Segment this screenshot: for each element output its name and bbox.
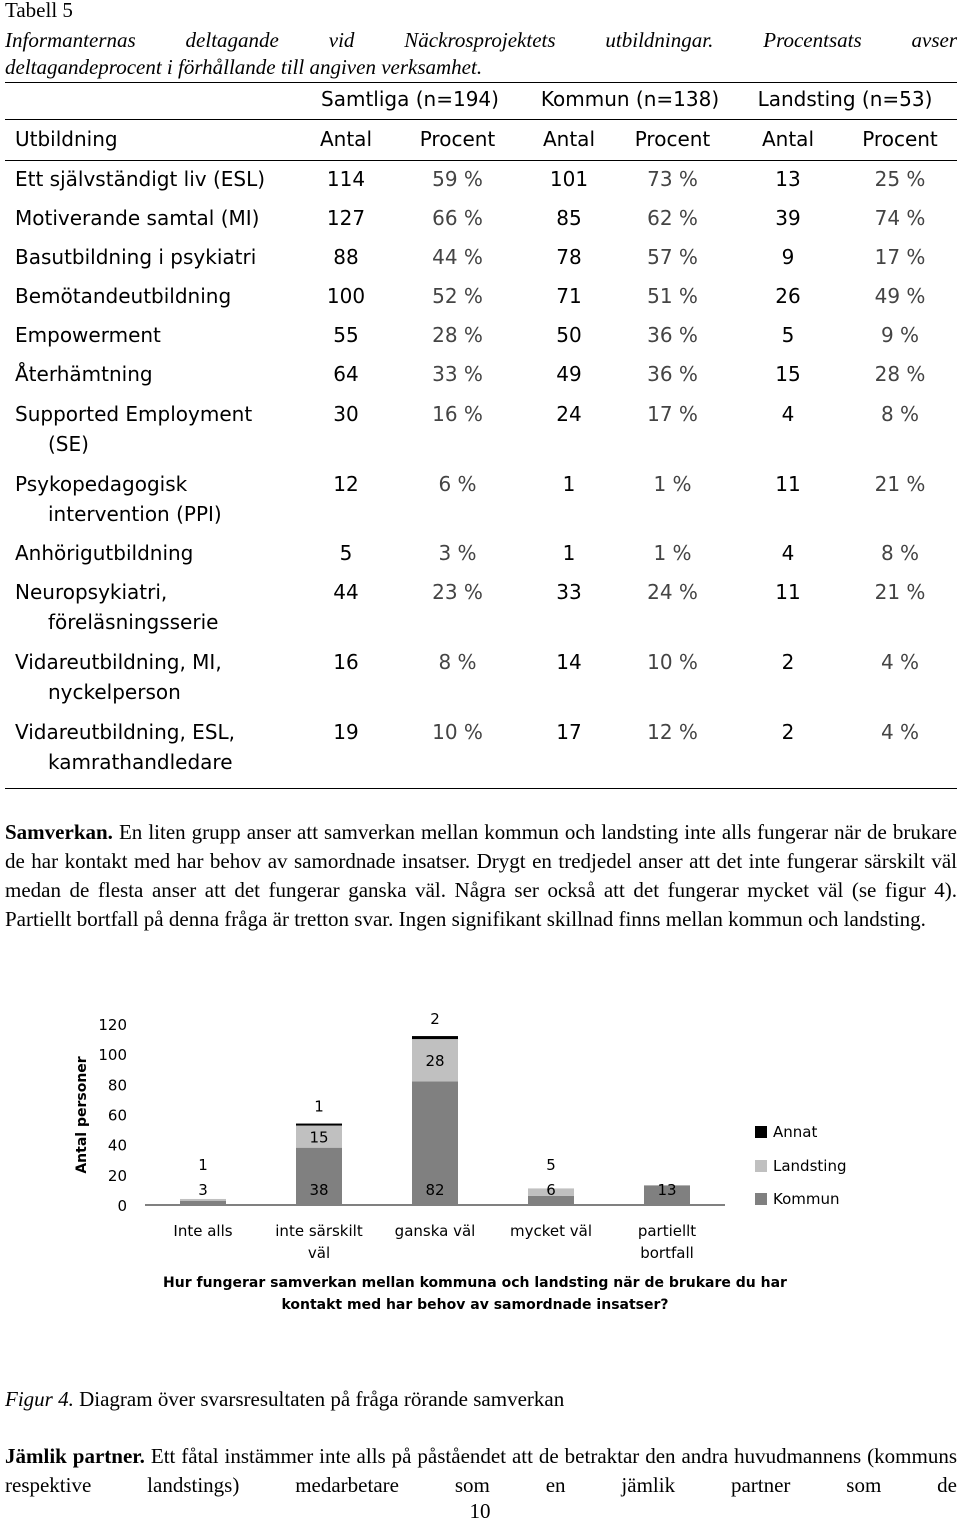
data-label-kommun: 82 (425, 1181, 445, 1199)
legend-entry-annat: Annat (773, 1123, 818, 1141)
cell-procent: 12 % (647, 720, 698, 744)
cell-procent: 36 % (647, 362, 698, 386)
cell-procent: 8 % (880, 541, 920, 565)
row-label-line1: Basutbildning i psykiatri (15, 245, 257, 269)
y-tick-label: 100 (98, 1046, 127, 1065)
paragraph-heading: Jämlik partner. (5, 1444, 145, 1468)
col-header-antal: Antal (319, 127, 372, 151)
table-title-line1: Informanternas deltagande vid Näckrosprojektets utbildningar. Procentsats avser (5, 28, 957, 52)
row-label-line1: Vidareutbildning, ESL, (15, 720, 236, 744)
data-label-kommun: 13 (657, 1181, 677, 1199)
cell-antal: 114 (326, 167, 366, 191)
cell-antal: 39 (775, 206, 801, 230)
legend-swatch-kommun (755, 1193, 767, 1205)
figure-caption (5, 1387, 564, 1412)
group-header-landsting: Landsting (n=53) (757, 87, 933, 111)
cell-procent: 28 % (874, 362, 926, 386)
cell-antal: 9 (781, 245, 795, 269)
paragraph-text: En liten grupp anser att samverkan mellan kommun och landsting inte alls fungerar när de brukare de har kontakt med har behov av samordnade insatser. Drygt en tredjedel anser att det inte fungerar särskilt väl medan de flesta anser att det fungerar ganska väl. Några ser också att det fungerar mycket väl (se figur 4). Partiellt bortfall på denna fråga är tretton svar. Ingen signifikant skillnad finns mellan kommun och landsting. (5, 820, 957, 931)
row-label-line1: Psykopedagogisk (15, 472, 188, 496)
legend-entry-landsting: Landsting (773, 1157, 847, 1175)
y-tick-label: 80 (107, 1076, 127, 1095)
cell-antal: 2 (781, 720, 795, 744)
bar-annat (412, 1036, 458, 1039)
y-tick-label: 20 (107, 1166, 127, 1185)
data-label-landsting: 5 (546, 1156, 556, 1174)
table-title-line2: deltagandeprocent i förhållande till angiven verksamhet. (5, 55, 483, 79)
cell-procent: 49 % (874, 284, 926, 308)
row-label-line1: Anhörigutbildning (15, 541, 194, 565)
cell-procent: 24 % (647, 580, 698, 604)
cell-antal: 55 (333, 323, 359, 347)
row-label-line1: Vidareutbildning, MI, (15, 650, 222, 674)
cell-antal: 88 (333, 245, 359, 269)
cell-procent: 10 % (432, 720, 483, 744)
y-tick-label: 0 (117, 1197, 127, 1215)
figure-label: Figur 4. (5, 1387, 74, 1411)
category-label-line2: väl (307, 1244, 331, 1262)
row-label-line2: intervention (PPI) (48, 502, 222, 526)
col-header-procent: Procent (634, 127, 711, 151)
cell-procent: 17 % (874, 245, 926, 269)
bar-kommun (180, 1200, 226, 1205)
cell-procent: 74 % (874, 206, 926, 230)
x-axis-label-line1: Hur fungerar samverkan mellan kommuna och landsting när de brukare du har (163, 1275, 787, 1291)
category-label: Inte alls (173, 1222, 233, 1240)
cell-antal: 78 (556, 245, 582, 269)
cell-antal: 4 (781, 541, 795, 565)
page-number: 10 (469, 1499, 491, 1523)
cell-procent: 6 % (438, 472, 477, 496)
row-label-line1: Ett självständigt liv (ESL) (15, 167, 266, 191)
row-label-line2: (SE) (48, 432, 89, 456)
cell-procent: 4 % (880, 720, 920, 744)
cell-antal: 17 (556, 720, 582, 744)
data-label-kommun: 3 (198, 1181, 208, 1199)
group-header-samtliga: Samtliga (n=194) (321, 87, 499, 111)
row-label-line1: Motiverande samtal (MI) (15, 206, 260, 230)
col-header-procent: Procent (862, 127, 938, 151)
col-header-procent: Procent (419, 127, 496, 151)
cell-antal: 2 (781, 650, 795, 674)
cell-procent: 9 % (880, 323, 920, 347)
cell-procent: 17 % (647, 402, 698, 426)
col-header-antal: Antal (542, 127, 595, 151)
cell-antal: 33 (556, 580, 582, 604)
cell-antal: 15 (775, 362, 801, 386)
paragraph-jamlik-partner (5, 1442, 957, 1500)
cell-antal: 1 (562, 541, 576, 565)
data-label-kommun: 6 (546, 1181, 556, 1199)
cell-antal: 50 (556, 323, 582, 347)
cell-procent: 66 % (432, 206, 483, 230)
cell-antal: 85 (556, 206, 582, 230)
data-label-landsting: 28 (425, 1052, 445, 1071)
y-axis-label: Antal personer (74, 1056, 90, 1174)
row-label-line1: Empowerment (15, 323, 161, 347)
row-label-line1: Bemötandeutbildning (15, 284, 232, 308)
cell-antal: 26 (775, 284, 801, 308)
cell-procent: 10 % (647, 650, 698, 674)
y-tick-label: 40 (107, 1136, 127, 1155)
cell-procent: 1 % (653, 541, 692, 565)
legend-swatch-landsting (755, 1160, 767, 1172)
cell-procent: 21 % (874, 472, 926, 496)
category-label-line2: bortfall (640, 1244, 694, 1262)
cell-procent: 4 % (880, 650, 920, 674)
data-label-annat: 2 (430, 1010, 440, 1029)
group-header-kommun: Kommun (n=138) (540, 87, 720, 111)
table-label: Tabell 5 (5, 0, 73, 22)
data-label-landsting: 1 (198, 1156, 208, 1174)
cell-antal: 16 (333, 650, 359, 674)
cell-antal: 71 (556, 284, 582, 308)
data-label-kommun: 38 (309, 1181, 329, 1199)
paragraph-heading: Samverkan. (5, 820, 113, 844)
cell-procent: 3 % (438, 541, 477, 565)
cell-procent: 73 % (647, 167, 698, 191)
cell-antal: 44 (333, 580, 359, 604)
cell-antal: 101 (549, 167, 589, 191)
cell-procent: 25 % (874, 167, 926, 191)
cell-antal: 24 (556, 402, 582, 426)
cell-antal: 11 (775, 472, 801, 496)
cell-antal: 64 (333, 362, 359, 386)
cell-procent: 62 % (647, 206, 698, 230)
cell-antal: 49 (556, 362, 582, 386)
cell-antal: 14 (556, 650, 582, 674)
bar-landsting (180, 1199, 226, 1201)
cell-antal: 19 (333, 720, 359, 744)
row-label-line1: Supported Employment (15, 402, 253, 426)
cell-antal: 11 (775, 580, 801, 604)
row-label-line2: kamrathandledare (48, 750, 233, 774)
y-tick-label: 120 (98, 1016, 127, 1034)
cell-procent: 1 % (653, 472, 692, 496)
legend-entry-kommun: Kommun (773, 1190, 840, 1208)
row-label-line2: föreläsningsserie (48, 610, 219, 634)
cell-procent: 57 % (647, 245, 698, 269)
cell-procent: 36 % (647, 323, 698, 347)
cell-procent: 33 % (432, 362, 483, 386)
cell-antal: 1 (562, 472, 576, 496)
cell-procent: 28 % (432, 323, 483, 347)
x-axis-label-line2: kontakt med har behov av samordnade insatser? (281, 1297, 669, 1313)
cell-antal: 100 (326, 284, 366, 308)
category-label: inte särskilt (275, 1222, 363, 1240)
cell-antal: 4 (781, 402, 795, 426)
category-label: ganska väl (394, 1222, 476, 1240)
cell-antal: 5 (339, 541, 353, 565)
data-label-annat: 1 (314, 1097, 324, 1116)
data-label-landsting: 15 (309, 1128, 329, 1147)
cell-procent: 44 % (432, 245, 483, 269)
cell-antal: 13 (775, 167, 801, 191)
figure-caption-text: Diagram över svarsresultaten på fråga rörande samverkan (73, 1387, 565, 1411)
cell-procent: 21 % (874, 580, 926, 604)
cell-procent: 23 % (432, 580, 483, 604)
category-label: mycket väl (509, 1222, 593, 1240)
row-label-line1: Neuropsykiatri, (15, 580, 168, 604)
cell-antal: 12 (333, 472, 359, 496)
cell-procent: 51 % (647, 284, 698, 308)
bar-annat (296, 1124, 342, 1126)
legend-swatch-annat (755, 1126, 767, 1138)
cell-procent: 52 % (432, 284, 483, 308)
cell-procent: 8 % (438, 650, 477, 674)
row-label-line1: Återhämtning (15, 362, 153, 386)
category-label: partiellt (637, 1222, 697, 1240)
cell-antal: 127 (326, 206, 366, 230)
cell-procent: 59 % (432, 167, 483, 191)
cell-antal: 30 (333, 402, 359, 426)
y-tick-label: 60 (107, 1106, 127, 1125)
cell-antal: 5 (781, 323, 795, 347)
cell-procent: 8 % (880, 402, 920, 426)
col-header-antal: Antal (761, 127, 814, 151)
paragraph-text: Ett fåtal instämmer inte alls på påståendet att de betraktar den andra huvudmannens (kommuns respektive landstings) medarbetare som en jämlik partner som de (5, 1444, 957, 1497)
col-header-utbildning: Utbildning (15, 127, 118, 151)
row-label-line2: nyckelperson (48, 680, 181, 704)
cell-procent: 16 % (432, 402, 483, 426)
